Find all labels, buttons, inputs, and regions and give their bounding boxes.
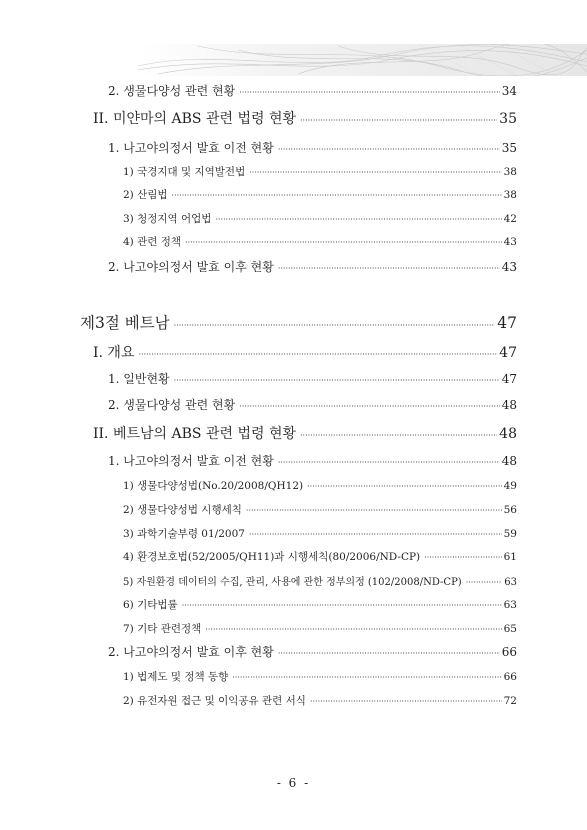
toc-entry-page: 63 — [504, 577, 517, 588]
toc-entry-page: 47 — [499, 345, 517, 361]
toc-entry[interactable] — [93, 108, 517, 128]
toc-entry[interactable] — [123, 573, 517, 588]
toc-leader-dots — [278, 645, 500, 659]
toc-entry-page: 38 — [503, 189, 517, 201]
wave-pattern-graphic — [138, 44, 587, 76]
toc-entry-page: 72 — [503, 695, 517, 707]
toc-entry[interactable] — [123, 526, 517, 541]
toc-leader-dots — [174, 314, 496, 332]
toc-entry[interactable] — [123, 187, 517, 202]
toc-entry-label: 2. 나고야의정서 발효 이후 현황 — [108, 260, 274, 274]
toc-entry-label: 3) 청정지역 어업법 — [123, 213, 212, 225]
toc-entry-label: 제3절 베트남 — [80, 314, 170, 332]
toc-entry-page: 47 — [501, 372, 517, 386]
toc-entry-label: 1) 국경지대 및 지역발전법 — [123, 166, 246, 178]
toc-leader-dots — [185, 236, 502, 248]
toc-entry[interactable] — [123, 234, 517, 249]
toc-entry[interactable] — [108, 82, 517, 99]
toc-entry[interactable] — [93, 423, 517, 443]
toc-entry-page: 43 — [501, 260, 517, 274]
toc-leader-dots — [205, 623, 501, 635]
toc-leader-dots — [138, 345, 497, 361]
toc-leader-dots — [246, 504, 502, 516]
toc-leader-dots — [300, 111, 497, 127]
toc-entry-label: 2) 산림법 — [123, 189, 168, 201]
toc-entry-page: 63 — [503, 599, 517, 611]
toc-entry-label: II. 미얀마의 ABS 관련 법령 현황 — [93, 111, 296, 127]
toc-entry-label: 6) 기타법률 — [123, 599, 178, 611]
toc-entry[interactable] — [123, 211, 517, 226]
toc-entry-page: 66 — [503, 671, 517, 683]
toc-entry-label: 3) 과학기술부령 01/2007 — [123, 528, 245, 540]
toc-entry-page: 35 — [499, 111, 517, 127]
toc-entry-label: I. 개요 — [93, 345, 135, 361]
toc-entry[interactable] — [108, 370, 517, 387]
toc-leader-dots — [239, 84, 499, 98]
toc-entry-label: 1. 나고야의정서 발효 이전 현황 — [108, 141, 274, 155]
toc-entry-label: 1) 법제도 및 정책 동향 — [123, 671, 229, 683]
header-decorative-banner — [138, 44, 587, 76]
toc-entry-label: 2. 생물다양성 관련 현황 — [108, 398, 236, 412]
toc-leader-dots — [300, 426, 497, 442]
toc-entry-page: 43 — [503, 236, 517, 248]
toc-entry[interactable] — [108, 139, 517, 156]
toc-entry-label: 4) 환경보호법(52/2005/QH11)과 시행세칙(80/2006/ND-CP) — [123, 551, 421, 563]
toc-entry[interactable] — [123, 597, 517, 612]
toc-leader-dots — [215, 213, 501, 225]
toc-entry-page: 48 — [499, 426, 517, 442]
toc-entry-label: 5) 자원환경 데이터의 수집, 관리, 사용에 관한 정부의정 (102/2008/ND-CP) — [123, 577, 462, 588]
toc-entry[interactable] — [123, 164, 517, 179]
toc-leader-dots — [310, 695, 502, 707]
toc-entry-label: 2) 생물다양성법 시행세칙 — [123, 504, 242, 516]
toc-entry[interactable] — [80, 311, 517, 333]
toc-leader-dots — [466, 577, 503, 588]
toc-entry[interactable] — [123, 669, 517, 684]
toc-entry-label: 2. 생물다양성 관련 현황 — [108, 84, 236, 98]
toc-entry[interactable] — [108, 643, 517, 660]
toc-leader-dots — [424, 551, 501, 563]
toc-leader-dots — [278, 454, 500, 468]
toc-entry-page: 65 — [503, 623, 517, 635]
toc-leader-dots — [307, 480, 502, 492]
toc-entry-label: 2. 나고야의정서 발효 이후 현황 — [108, 645, 274, 659]
toc-leader-dots — [174, 372, 500, 386]
toc-entry[interactable] — [123, 549, 517, 564]
toc-entry-label: 4) 관련 정책 — [123, 236, 182, 248]
toc-entry-page: 47 — [497, 314, 517, 332]
toc-entry[interactable] — [108, 396, 517, 413]
toc-entry-label: 1. 일반현황 — [108, 372, 170, 386]
toc-entry[interactable] — [108, 452, 517, 469]
toc-entry-page: 48 — [501, 454, 517, 468]
toc-leader-dots — [278, 141, 500, 155]
toc-entry-page: 42 — [503, 213, 517, 225]
toc-entry[interactable] — [93, 342, 517, 362]
toc-entry[interactable] — [123, 478, 517, 493]
toc-entry-label: II. 베트남의 ABS 관련 법령 현황 — [93, 426, 296, 442]
toc-leader-dots — [249, 166, 501, 178]
toc-entry-page: 38 — [503, 166, 517, 178]
toc-entry-label: 2) 유전자원 접근 및 이익공유 관련 서식 — [123, 695, 306, 707]
toc-leader-dots — [239, 398, 499, 412]
toc-entry-label: 1. 나고야의정서 발효 이전 현황 — [108, 454, 274, 468]
toc-entry-page: 48 — [501, 398, 517, 412]
toc-entry-label: 1) 생물다양성법(No.20/2008/QH12) — [123, 480, 304, 492]
toc-entry-label: 7) 기타 관련정책 — [123, 623, 202, 635]
toc-entry[interactable] — [108, 258, 517, 275]
toc-entry[interactable] — [123, 621, 517, 636]
page-number: - 6 - — [276, 776, 311, 790]
toc-entry-page: 49 — [503, 480, 517, 492]
toc-leader-dots — [249, 528, 502, 540]
toc-entry[interactable] — [123, 502, 517, 517]
toc-leader-dots — [278, 260, 500, 274]
toc-entry[interactable] — [123, 693, 517, 708]
toc-leader-dots — [172, 189, 502, 201]
toc-entry-page: 34 — [501, 84, 517, 98]
toc-entry-page: 59 — [503, 528, 517, 540]
toc-leader-dots — [232, 671, 501, 683]
toc-entry-page: 61 — [503, 551, 517, 563]
toc-leader-dots — [182, 599, 502, 611]
toc-entry-page: 66 — [501, 645, 517, 659]
toc-entry-page: 56 — [503, 504, 517, 516]
toc-entry-page: 35 — [501, 141, 517, 155]
